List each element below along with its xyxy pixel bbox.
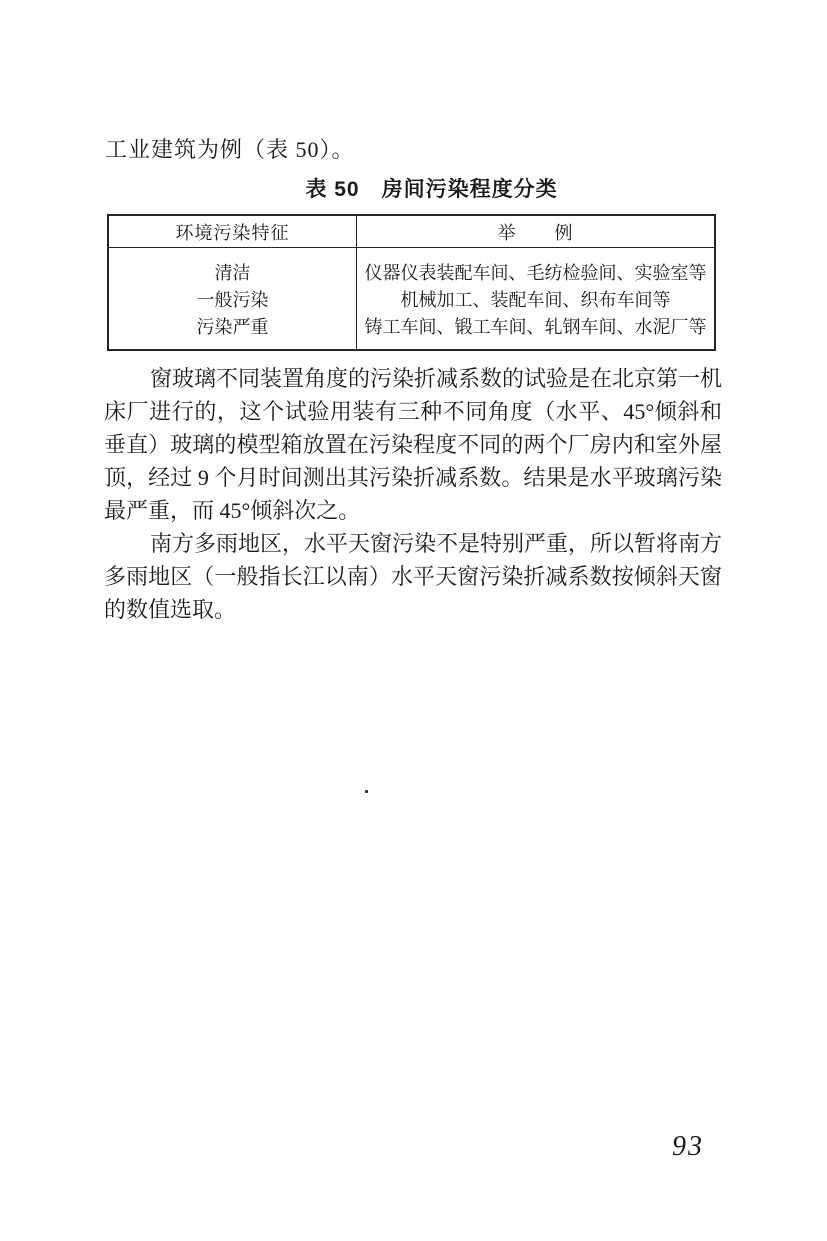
column-header-feature: 环境污染特征	[108, 215, 357, 248]
body-text	[104, 362, 722, 626]
paragraph-1-line-2: 床厂进行的，这个试验用装有三种不同角度（水平、45°倾斜和	[104, 399, 722, 424]
table-row	[108, 287, 715, 314]
cell-examples-clean: 仪器仪表装配车间、毛纺检验间、实验室等	[364, 263, 707, 283]
paragraph-1-line-1: 窗玻璃不同装置角度的污染折减系数的试验是在北京第一机	[150, 366, 723, 391]
table-row	[108, 314, 715, 350]
paragraph-1-line-3: 垂直）玻璃的模型箱放置在污染程度不同的两个厂房内和室外屋	[104, 432, 722, 457]
cell-examples-severe: 铸工车间、锻工车间、轧钢车间、水泥厂等	[364, 317, 707, 337]
cell-feature-severe: 污染严重	[108, 314, 357, 350]
paragraph-1-line-5: 最严重，而 45°倾斜次之。	[104, 498, 361, 523]
cell-examples-general: 机械加工、装配车间、织布车间等	[400, 290, 671, 310]
paragraph-2-line-1: 南方多雨地区，水平天窗污染不是特别严重，所以暂将南方	[150, 531, 723, 556]
table-row	[108, 248, 715, 288]
scan-speck-artifact	[365, 790, 368, 793]
column-header-example: 举 例	[357, 215, 716, 248]
table-header-row	[108, 215, 715, 248]
intro-line: 工业建筑为例（表 50）。	[105, 137, 355, 162]
table-caption: 表 50 房间污染程度分类	[305, 178, 558, 201]
page-number: 93	[672, 1131, 704, 1162]
cell-feature-clean: 清洁	[108, 248, 357, 288]
pollution-classification-table	[107, 214, 716, 351]
paragraph-1-line-4: 顶，经过 9 个月时间测出其污染折减系数。结果是水平玻璃污染	[104, 465, 722, 490]
cell-feature-general: 一般污染	[108, 287, 357, 314]
paragraph-2-line-2: 多雨地区（一般指长江以南）水平天窗污染折减系数按倾斜天窗	[104, 564, 722, 589]
paragraph-2-line-3: 的数值选取。	[104, 597, 237, 622]
